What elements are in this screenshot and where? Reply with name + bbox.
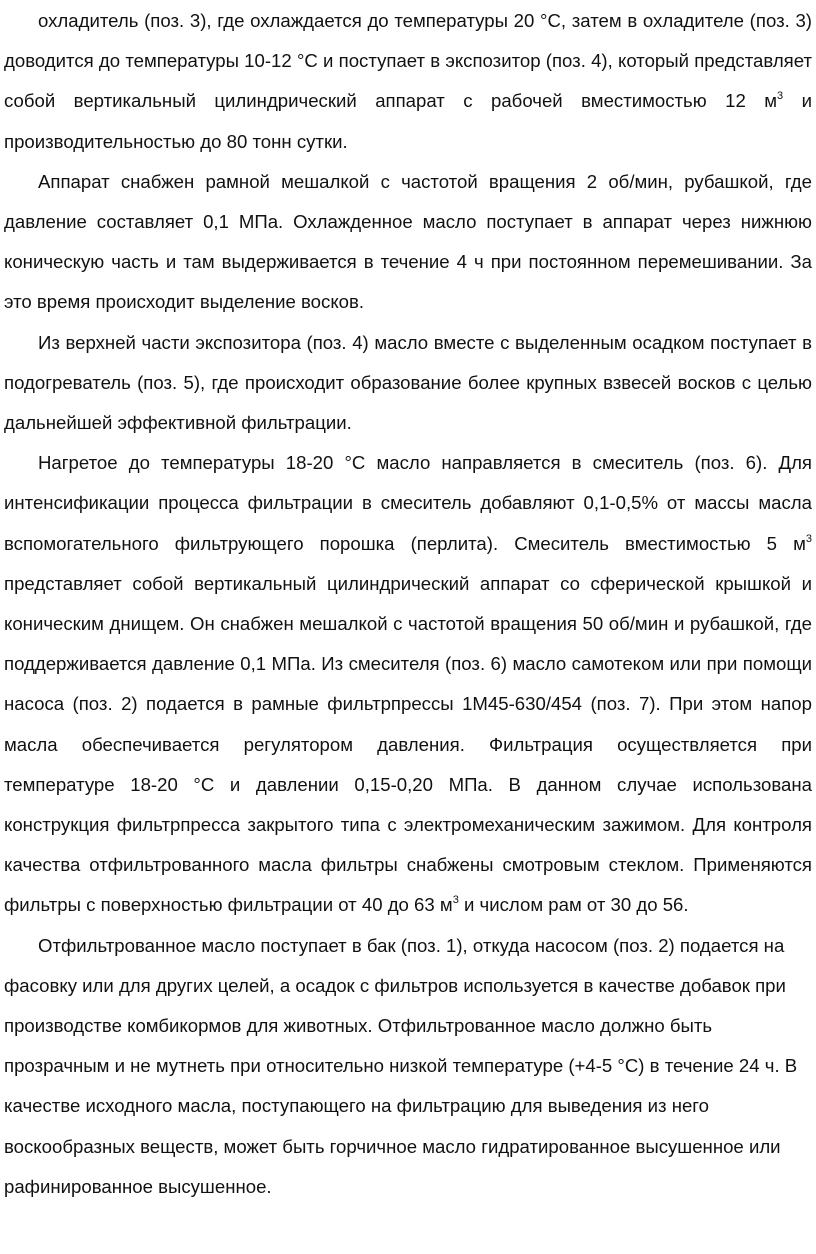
paragraph-mixer-apparatus bbox=[4, 162, 812, 323]
paragraph-text: представляет собой вертикальный цилиндрический аппарат со сферической крышкой и коническим днищем. Он снабжен мешалкой с частотой вращения 50 об/мин и рубашкой, где поддерживается давление 0,1 МПа. Из смесителя (поз. 6) масло самотеком или при помощи насоса (поз. 2) подается в рамные фильтрпрессы 1М45-630/454 (поз. 7). При этом напор масла обеспечивается регулятором давления. Фильтрация осуществляется при температуре 18-20 °С и давлении 0,15-0,20 МПа. В данном случае использована конструкция фильтрпресса закрытого типа с электромеханическим зажимом. Для контроля качества отфильтрованного масла фильтры снабжены смотровым стеклом. Применяются фильтры с поверхностью фильтрации от 40 до 63 м bbox=[4, 572, 812, 916]
paragraph-text: Из верхней части экспозитора (поз. 4) масло вместе с выделенным осадком поступает в подогреватель (поз. 5), где происходит образование более крупных взвесей восков с целью дальнейшей эффективной фильтрации. bbox=[4, 331, 812, 434]
superscript-3: 3 bbox=[805, 532, 812, 545]
paragraph-cooler bbox=[4, 0, 812, 162]
paragraph-text: и производительностью до 80 тонн сутки. bbox=[4, 90, 813, 152]
paragraph-heater bbox=[4, 323, 812, 444]
paragraph-filtration bbox=[4, 443, 812, 925]
paragraph-text: Нагретое до температуры 18-20 °С масло направляется в смеситель (поз. 6). Для интенсификации процесса фильтрации в смеситель добавляют 0,1-0,5% от массы масла вспомогательного фильтрующего порошка (перлита). Смеситель вместимостью 5 м bbox=[4, 452, 812, 554]
superscript-3: 3 bbox=[452, 894, 459, 907]
paragraph-filtered-oil bbox=[4, 926, 812, 1207]
paragraph-text: Аппарат снабжен рамной мешалкой с частотой вращения 2 об/мин, рубашкой, где давление составляет 0,1 МПа. Охлажденное масло поступает в аппарат через нижнюю коническую часть и там выдерживается в течение 4 ч при постоянном перемешивании. За это время происходит выделение восков. bbox=[4, 170, 812, 313]
superscript-3: 3 bbox=[777, 90, 784, 103]
paragraph-text: охладитель (поз. 3), где охлаждается до температуры 20 °С, затем в охладителе (поз. 3) доводится до температуры 10-12 °С и поступает в экспозитор (поз. 4), который представляет собой вертикальный цилиндрический аппарат с рабочей вместимостью 12 м bbox=[4, 10, 812, 112]
paragraph-text: Отфильтрованное масло поступает в бак (поз. 1), откуда насосом (поз. 2) подается на фасовку или для других целей, а осадок с фильтров используется в качестве добавок при производстве комбикормов для животных. Отфильтрованное масло должно быть прозрачным и не мутнеть при относительно низкой температуре (+4-5 °С) в течение 24 ч. В качестве исходного масла, поступающего на фильтрацию для выведения из него воскообразных веществ, может быть горчичное масло гидратированное высушенное или рафинированное высушенное. bbox=[4, 934, 798, 1197]
paragraph-text: и числом рам от 30 до 56. bbox=[458, 894, 689, 916]
